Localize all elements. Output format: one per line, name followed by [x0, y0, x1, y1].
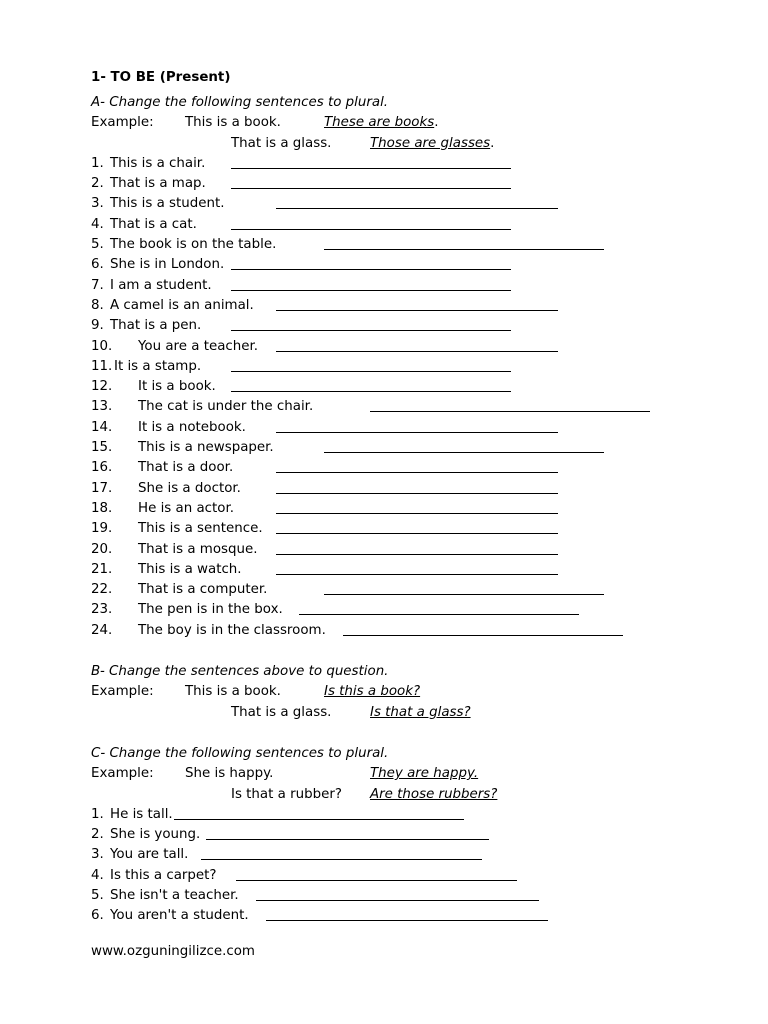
exercise-item — [91, 845, 711, 865]
answer-blank[interactable] — [231, 188, 511, 189]
item-number: 9. — [91, 318, 104, 334]
item-sentence: He is tall. — [110, 806, 173, 822]
example-answer: Those are glasses — [370, 135, 491, 151]
exercise-item — [91, 174, 711, 194]
answer-blank[interactable] — [256, 900, 539, 901]
item-sentence: I am a student. — [110, 277, 212, 293]
item-sentence: She isn't a teacher. — [110, 887, 239, 903]
example-answer-tail: . — [434, 115, 439, 131]
example-answer: They are happy. — [370, 766, 479, 782]
answer-blank[interactable] — [324, 594, 604, 595]
example-answer-group — [324, 113, 438, 133]
item-number: 5. — [91, 237, 104, 253]
answer-blank[interactable] — [236, 880, 517, 881]
answer-blank[interactable] — [276, 351, 558, 352]
exercise-item — [91, 479, 711, 499]
example-sentence: This is a book. — [185, 115, 281, 131]
answer-blank[interactable] — [299, 614, 579, 615]
example-sentence: That is a glass. — [231, 135, 332, 151]
item-number: 8. — [91, 297, 104, 313]
item-sentence: She is in London. — [110, 257, 225, 273]
section-a-items — [91, 154, 711, 641]
exercise-item — [91, 154, 711, 174]
answer-blank[interactable] — [266, 920, 548, 921]
item-number: 2. — [91, 827, 104, 843]
exercise-item — [91, 377, 711, 397]
item-sentence: You are tall. — [110, 847, 189, 863]
exercise-item — [91, 235, 711, 255]
footer-url: www.ozguningilizce.com — [91, 944, 255, 959]
section-c-instruction: C- Change the following sentences to plural. — [91, 745, 389, 761]
item-sentence: That is a map. — [110, 176, 206, 192]
item-sentence: This is a newspaper. — [138, 440, 274, 456]
item-sentence: A camel is an animal. — [110, 297, 254, 313]
item-sentence: She is a doctor. — [138, 480, 241, 496]
example-sentence: She is happy. — [185, 766, 274, 782]
example-sentence: That is a glass. — [231, 704, 332, 720]
example-label: Example: — [91, 115, 154, 131]
exercise-item — [91, 825, 711, 845]
exercise-item — [91, 337, 711, 357]
answer-blank[interactable] — [324, 249, 604, 250]
worksheet-title: 1- TO BE (Present) — [91, 70, 231, 85]
exercise-item — [91, 418, 711, 438]
item-sentence: She is young. — [110, 827, 201, 843]
item-sentence: That is a mosque. — [138, 541, 258, 557]
exercise-item — [91, 540, 711, 560]
section-a-example-1 — [91, 113, 711, 133]
item-sentence: That is a door. — [138, 460, 234, 476]
item-number: 6. — [91, 908, 104, 924]
example-answer-group — [370, 134, 494, 154]
item-number: 15. — [91, 440, 113, 456]
answer-blank[interactable] — [231, 371, 511, 372]
exercise-item — [91, 499, 711, 519]
item-number: 17. — [91, 480, 113, 496]
item-number: 13. — [91, 399, 113, 415]
answer-blank[interactable] — [324, 452, 604, 453]
section-a-instruction: A- Change the following sentences to plural. — [91, 95, 389, 110]
section-b-example-2 — [91, 703, 711, 723]
answer-blank[interactable] — [231, 269, 511, 270]
exercise-item — [91, 194, 711, 214]
section-c-example-2 — [91, 785, 711, 805]
item-sentence: The cat is under the chair. — [138, 399, 314, 415]
item-sentence: That is a pen. — [110, 318, 202, 334]
item-number: 18. — [91, 500, 113, 516]
answer-blank[interactable] — [231, 290, 511, 291]
answer-blank[interactable] — [276, 432, 558, 433]
item-number: 24. — [91, 622, 113, 638]
item-number: 12. — [91, 379, 113, 395]
item-sentence: The book is on the table. — [110, 237, 277, 253]
item-number: 3. — [91, 847, 104, 863]
section-b-example-1 — [91, 682, 711, 702]
exercise-item — [91, 906, 711, 926]
exercise-item — [91, 519, 711, 539]
exercise-item — [91, 600, 711, 620]
item-sentence: The pen is in the box. — [138, 602, 283, 618]
answer-blank[interactable] — [276, 513, 558, 514]
answer-blank[interactable] — [231, 229, 511, 230]
answer-blank[interactable] — [201, 859, 482, 860]
item-number: 1. — [91, 155, 104, 171]
exercise-item — [91, 397, 711, 417]
example-label: Example: — [91, 684, 154, 700]
exercise-item — [91, 621, 711, 641]
item-number: 14. — [91, 419, 113, 435]
exercise-item — [91, 276, 711, 296]
item-sentence: This is a student. — [110, 196, 225, 212]
answer-blank[interactable] — [343, 635, 623, 636]
answer-blank[interactable] — [276, 574, 558, 575]
section-c-items — [91, 805, 711, 927]
exercise-item — [91, 255, 711, 275]
item-number: 22. — [91, 582, 113, 598]
item-number: 1. — [91, 806, 104, 822]
exercise-item — [91, 316, 711, 336]
example-answer-tail: . — [490, 135, 495, 151]
item-number: 19. — [91, 521, 113, 537]
item-sentence: He is an actor. — [138, 500, 235, 516]
item-sentence: The boy is in the classroom. — [138, 622, 326, 638]
item-sentence: This is a chair. — [110, 155, 206, 171]
exercise-item — [91, 458, 711, 478]
answer-blank[interactable] — [370, 411, 650, 412]
item-number: 23. — [91, 602, 113, 618]
answer-blank[interactable] — [231, 168, 511, 169]
item-number: 10. — [91, 338, 113, 354]
answer-blank[interactable] — [174, 819, 464, 820]
exercise-item — [91, 438, 711, 458]
item-sentence: It is a stamp. — [114, 358, 202, 374]
exercise-item — [91, 560, 711, 580]
item-number: 4. — [91, 216, 104, 232]
item-number: 7. — [91, 277, 104, 293]
exercise-item — [91, 805, 711, 825]
item-number: 11. — [91, 358, 113, 374]
item-sentence: This is a sentence. — [138, 521, 263, 537]
section-b-instruction: B- Change the sentences above to question. — [91, 664, 389, 680]
item-sentence: Is this a carpet? — [110, 867, 217, 883]
exercise-item — [91, 866, 711, 886]
item-sentence: It is a notebook. — [138, 419, 246, 435]
example-answer: These are books — [324, 115, 435, 131]
worksheet — [91, 63, 711, 927]
answer-blank[interactable] — [276, 533, 558, 534]
example-sentence: This is a book. — [185, 684, 281, 700]
item-number: 21. — [91, 561, 113, 577]
answer-blank[interactable] — [276, 208, 558, 209]
exercise-item — [91, 886, 711, 906]
answer-blank[interactable] — [206, 839, 489, 840]
example-answer: Is that a glass? — [370, 704, 471, 720]
example-answer: Is this a book? — [324, 684, 421, 700]
exercise-item — [91, 357, 711, 377]
item-number: 3. — [91, 196, 104, 212]
item-sentence: That is a computer. — [138, 582, 268, 598]
item-sentence: You are a teacher. — [138, 338, 259, 354]
section-c-example-1 — [91, 764, 711, 784]
item-sentence: It is a book. — [138, 379, 216, 395]
item-number: 16. — [91, 460, 113, 476]
example-label: Example: — [91, 766, 154, 782]
exercise-item — [91, 296, 711, 316]
example-answer: Are those rubbers? — [370, 786, 498, 802]
item-sentence: You aren't a student. — [110, 908, 249, 924]
section-a-example-2 — [91, 134, 711, 154]
exercise-item — [91, 580, 711, 600]
item-number: 6. — [91, 257, 104, 273]
item-sentence: This is a watch. — [138, 561, 242, 577]
answer-blank[interactable] — [276, 554, 558, 555]
example-sentence: Is that a rubber? — [231, 786, 342, 802]
answer-blank[interactable] — [276, 472, 558, 473]
item-number: 4. — [91, 867, 104, 883]
item-number: 5. — [91, 887, 104, 903]
answer-blank[interactable] — [276, 310, 558, 311]
item-sentence: That is a cat. — [110, 216, 197, 232]
item-number: 2. — [91, 176, 104, 192]
exercise-item — [91, 215, 711, 235]
item-number: 20. — [91, 541, 113, 557]
answer-blank[interactable] — [231, 391, 511, 392]
answer-blank[interactable] — [231, 330, 511, 331]
answer-blank[interactable] — [276, 493, 558, 494]
